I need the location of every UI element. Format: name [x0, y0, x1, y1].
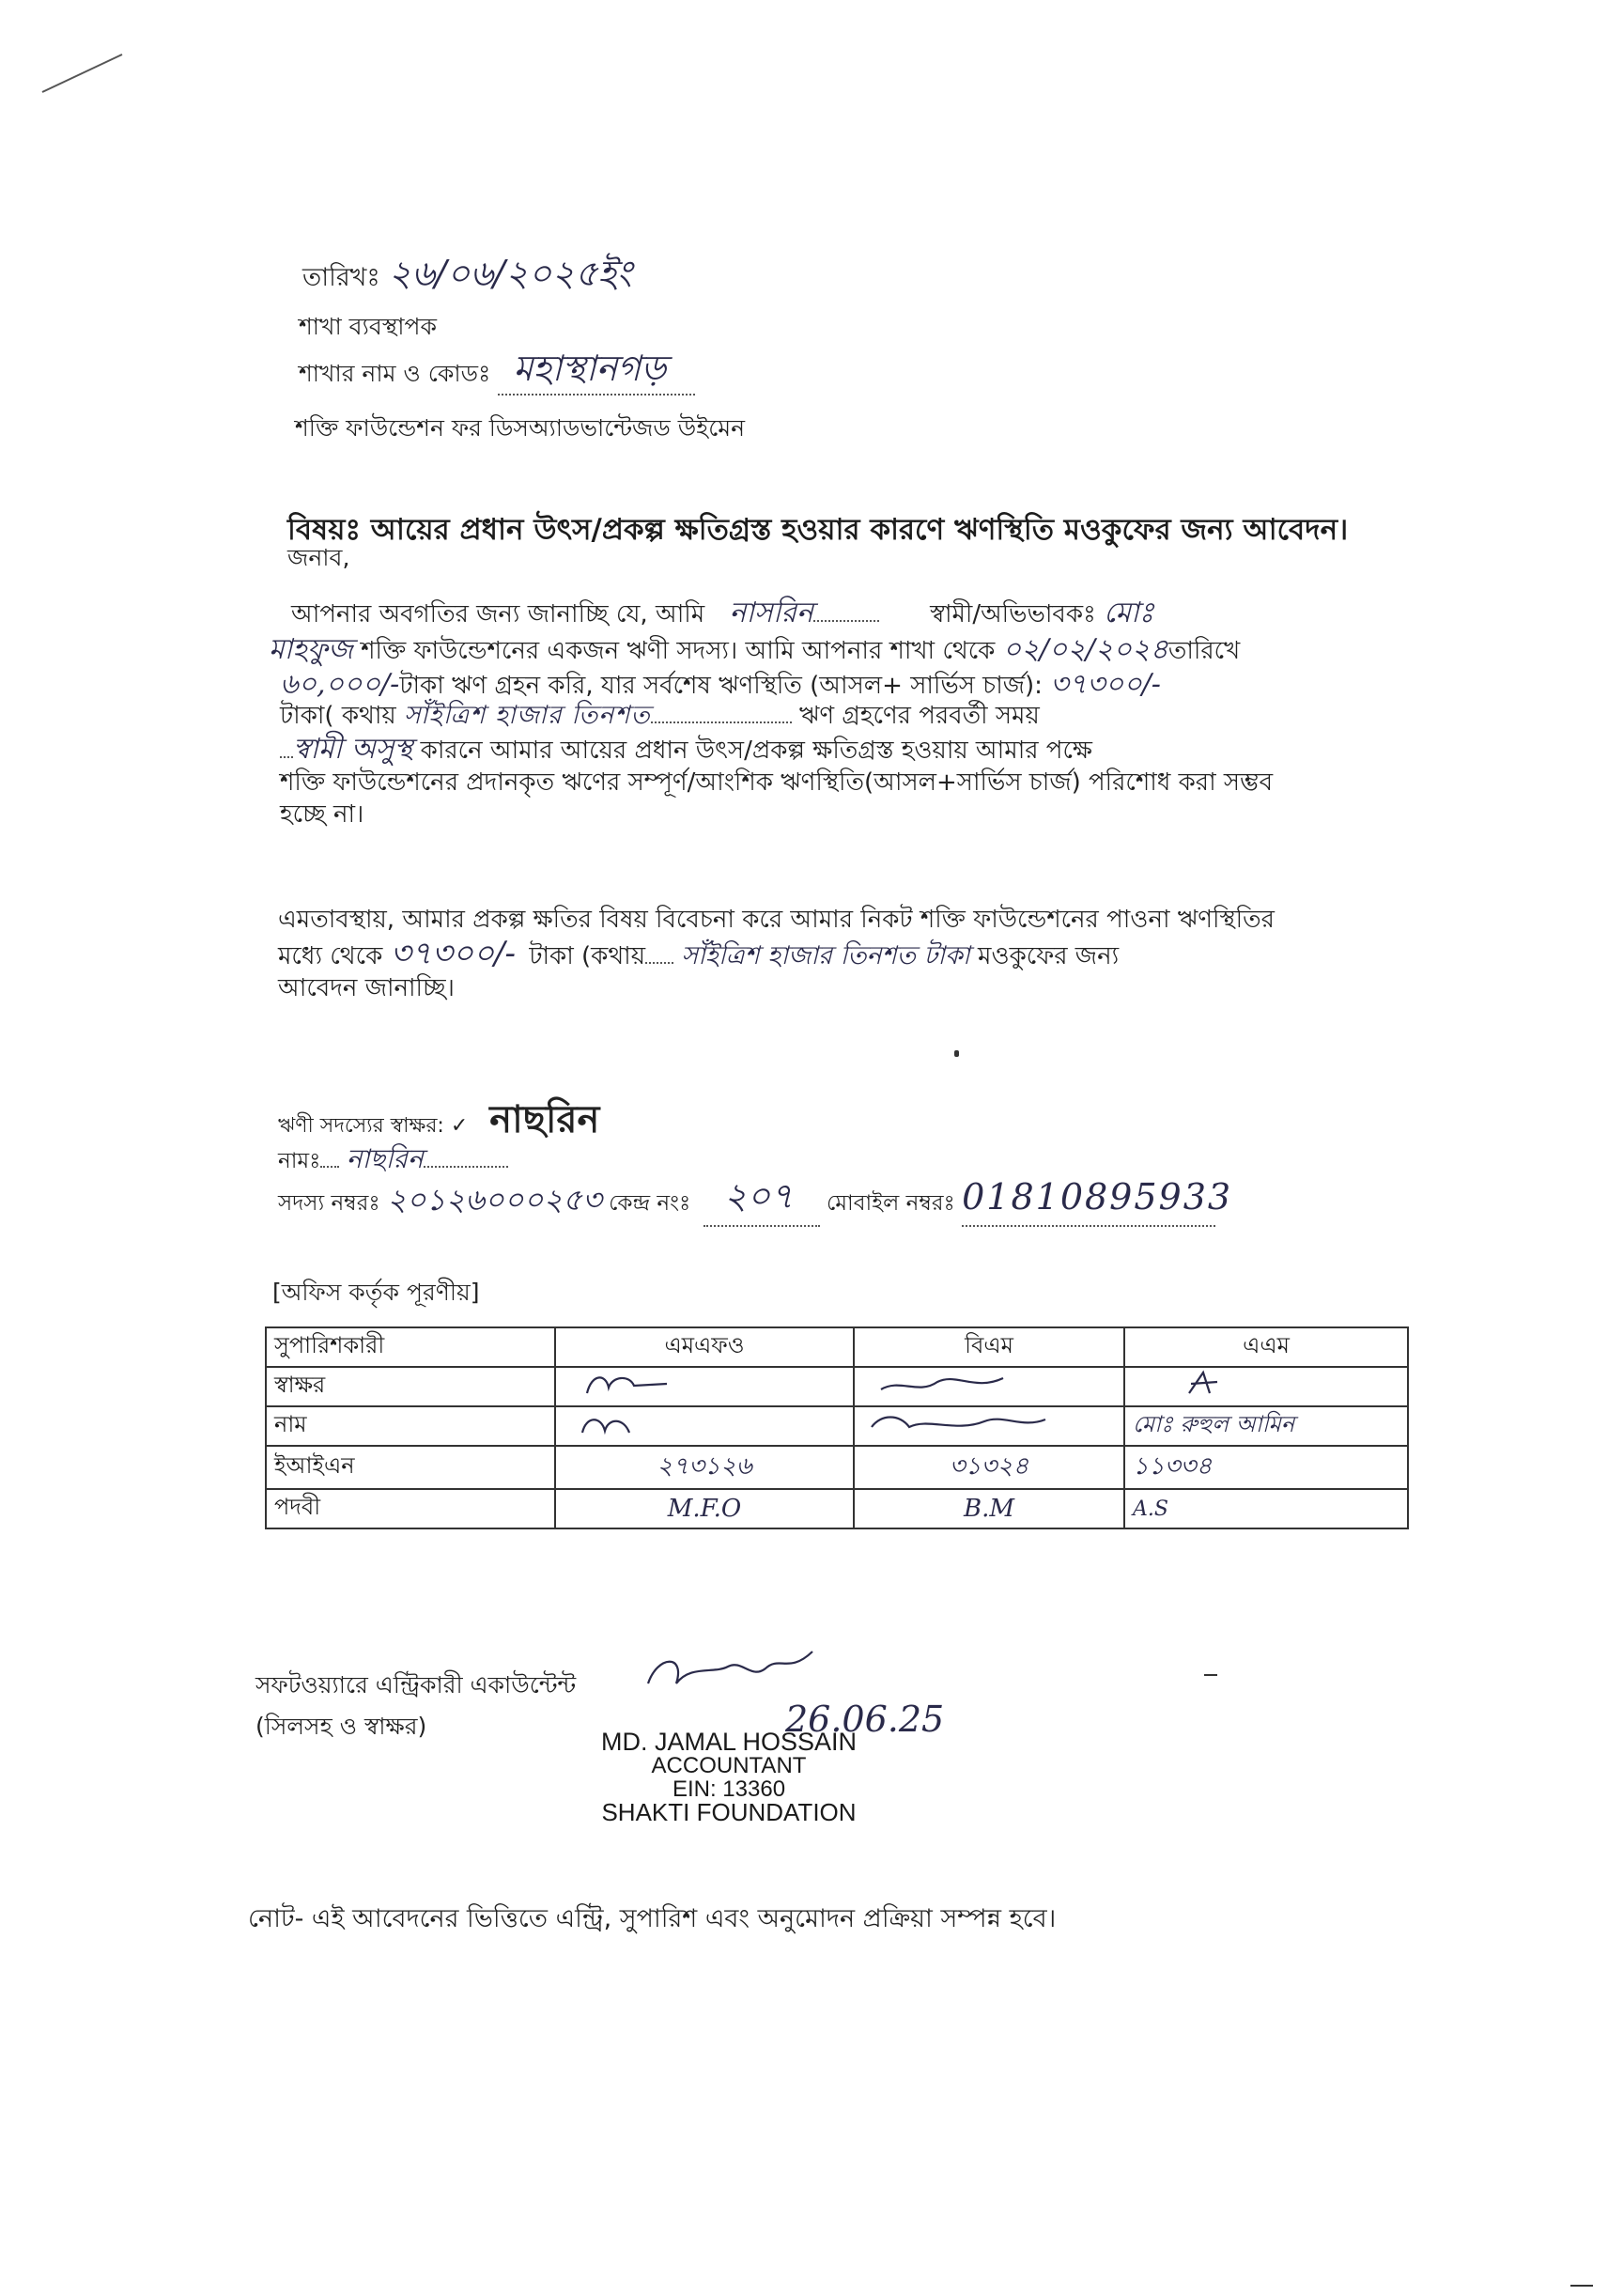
office-col-mfo: এমএফও	[555, 1327, 854, 1367]
speck-mark	[954, 1050, 959, 1057]
am-ein: ১১৩৩৪	[1124, 1446, 1408, 1489]
salutation: জনাব,	[287, 544, 350, 571]
branch-label: শাখার নাম ও কোডঃ	[299, 360, 491, 387]
mfo-ein: ২৭৩১২৬	[555, 1446, 854, 1489]
paragraph-1	[269, 597, 1445, 830]
para2-text-3: টাকা (কথায়	[529, 942, 646, 970]
office-col-am: এএম	[1124, 1327, 1408, 1367]
row-label-designation: পদবী	[266, 1489, 555, 1528]
para1-text-9: শক্তি ফাউন্ডেশনের প্রদানকৃত ঋণের সম্পূর্ণ/আংশিক ঋণস্থিতি(আসল+সার্ভিস চার্জ) পরিশোধ করা সম্ভব	[280, 768, 1274, 797]
balance-value: ৩৭৩০০/-	[1050, 668, 1161, 701]
office-table	[265, 1326, 1409, 1529]
member-name-value: নাসরিন	[729, 597, 813, 629]
paragraph-2	[278, 904, 1443, 1004]
office-header-row	[266, 1327, 1408, 1367]
date-line	[302, 246, 632, 306]
member-no-value: ২০১২৬০০০২৫৩	[386, 1182, 602, 1218]
office-heading: [অফিস কর্তৃক পূরণীয়]	[272, 1279, 480, 1306]
bm-ein: ৩১৩২৪	[854, 1446, 1124, 1489]
date-value: ২৬/০৬/২০২৫ইং	[388, 253, 632, 294]
center-label: কেন্দ্র নংঃ	[609, 1191, 691, 1216]
row-label-signature: স্বাক্ষর	[266, 1367, 555, 1406]
loan-date-value: ০২/০২/২০২৪	[1002, 633, 1168, 666]
office-row-designation	[266, 1489, 1408, 1528]
office-col-recommender: সুপারিশকারী	[266, 1327, 555, 1367]
para2-text-5: আবেদন জানাচ্ছি।	[278, 974, 455, 1002]
am-name: মোঃ রুহুল আমিন	[1124, 1406, 1408, 1446]
row-label-name: নাম	[266, 1406, 555, 1446]
branch-line	[299, 348, 695, 396]
mfo-signature	[555, 1367, 854, 1406]
center-value: ২০৭	[723, 1175, 794, 1217]
accountant-seal	[560, 1730, 898, 1824]
para2-text-4: মওকুফের জন্য	[978, 942, 1120, 970]
seal-line-org: SHAKTI FOUNDATION	[601, 1798, 857, 1826]
office-row-name	[266, 1406, 1408, 1446]
member-name-field-value: নাছরিন	[346, 1143, 424, 1174]
member-name-label: নামঃ	[278, 1149, 321, 1173]
accountant-label: সফটওয়্যারে এন্ট্রিকারী একাউন্টেন্ট	[255, 1671, 577, 1699]
para1-text-7: ঋণ গ্রহণের পরবর্তী সময়	[798, 702, 1040, 730]
bm-name	[854, 1406, 1124, 1446]
pen-mark	[38, 47, 131, 103]
reason-value: স্বামী অসুস্থ	[293, 733, 413, 766]
seal-line-ein: EIN: 13360	[672, 1776, 786, 1802]
corner-dash	[1570, 2285, 1593, 2287]
guardian-cont-value: মাহফুজ	[269, 633, 353, 666]
para1-text-6: টাকা( কথায়	[280, 702, 396, 730]
row-label-ein: ইআইএন	[266, 1446, 555, 1489]
branch-value: মহাস্থানগড়	[513, 348, 667, 389]
loan-amount-value: ৬০,০০০/-	[280, 668, 400, 701]
member-numbers-line	[278, 1175, 1233, 1227]
para1-text-10: হচ্ছে না।	[280, 800, 364, 829]
am-designation: A.S	[1124, 1489, 1408, 1528]
para1-text-2: স্বামী/অভিভাবকঃ	[930, 600, 1096, 628]
member-signature-label: ঋণী সদস্যের স্বাক্ষর:	[278, 1114, 444, 1138]
member-signature-value: নাছরিন	[489, 1098, 600, 1141]
office-col-bm: বিএম	[854, 1327, 1124, 1367]
balance-words-value: সাঁইত্রিশ হাজার তিনশত	[404, 701, 651, 730]
guardian-value: মোঃ	[1104, 597, 1154, 629]
seal-line-title: ACCOUNTANT	[651, 1753, 807, 1778]
accountant-sig-date: 26.06.25	[785, 1699, 945, 1740]
am-signature	[1124, 1367, 1408, 1406]
bm-signature	[854, 1367, 1124, 1406]
bm-designation: B.M	[854, 1489, 1124, 1528]
para1-text-8: কারনে আমার আয়ের প্রধান উৎস/প্রকল্প ক্ষতিগ্রস্ত হওয়ায় আমার পক্ষে	[420, 737, 1092, 765]
para2-text-1: এমতাবস্থায়, আমার প্রকল্প ক্ষতির বিষয় বিবেচনা করে আমার নিকট শক্তি ফাউন্ডেশনের পাওনা ঋণস্থিতির	[278, 906, 1275, 934]
office-row-signature	[266, 1367, 1408, 1406]
footer-note: নোট- এই আবেদনের ভিত্তিতে এন্ট্রি, সুপারিশ এবং অনুমোদন প্রক্রিয়া সম্পন্ন হবে।	[248, 1904, 1057, 1933]
org-line: শক্তি ফাউন্ডেশন ফর ডিসঅ্যাডভান্টেজড উইমেন	[295, 414, 746, 442]
mobile-value: 01810895933	[962, 1176, 1233, 1218]
para2-text-2: মধ্যে থেকে	[278, 942, 383, 970]
para1-text-1: আপনার অবগতির জন্য জানাচ্ছি যে, আমি	[291, 600, 705, 628]
subject-line: বিষয়ঃ আয়ের প্রধান উৎস/প্রকল্প ক্ষতিগ্রস্ত হওয়ার কারণে ঋণস্থিতি মওকুফের জন্য আবেদন।	[287, 513, 1349, 547]
mfo-name	[555, 1406, 854, 1446]
accountant-sub: (সিলসহ ও স্বাক্ষর)	[255, 1713, 427, 1740]
mobile-label: মোবাইল নম্বরঃ	[826, 1191, 955, 1216]
check-mark: ✓	[450, 1114, 469, 1138]
margin-dash	[1204, 1674, 1217, 1676]
date-label: তারিখঃ	[302, 263, 380, 292]
para1-text-3: শক্তি ফাউন্ডেশনের একজন ঋণী সদস্য। আমি আপনার শাখা থেকে	[361, 637, 996, 665]
office-row-ein	[266, 1446, 1408, 1489]
waiver-words-value: সাঁইত্রিশ হাজার তিনশত টাকা	[681, 941, 970, 970]
member-no-label: সদস্য নম্বরঃ	[278, 1191, 380, 1216]
mfo-designation: M.F.O	[555, 1489, 854, 1528]
seal-line-name: MD. JAMAL HOSSAIN	[600, 1728, 858, 1756]
para1-text-4: তারিখে	[1167, 637, 1241, 665]
waiver-amount-value: ৩৭৩০০/-	[390, 935, 517, 972]
manager-label: শাখা ব্যবস্থাপক	[299, 313, 437, 340]
para1-text-5: টাকা ঋণ গ্রহন করি, যার সর্বশেষ ঋণস্থিতি (আসল+ সার্ভিস চার্জ):	[399, 672, 1043, 700]
